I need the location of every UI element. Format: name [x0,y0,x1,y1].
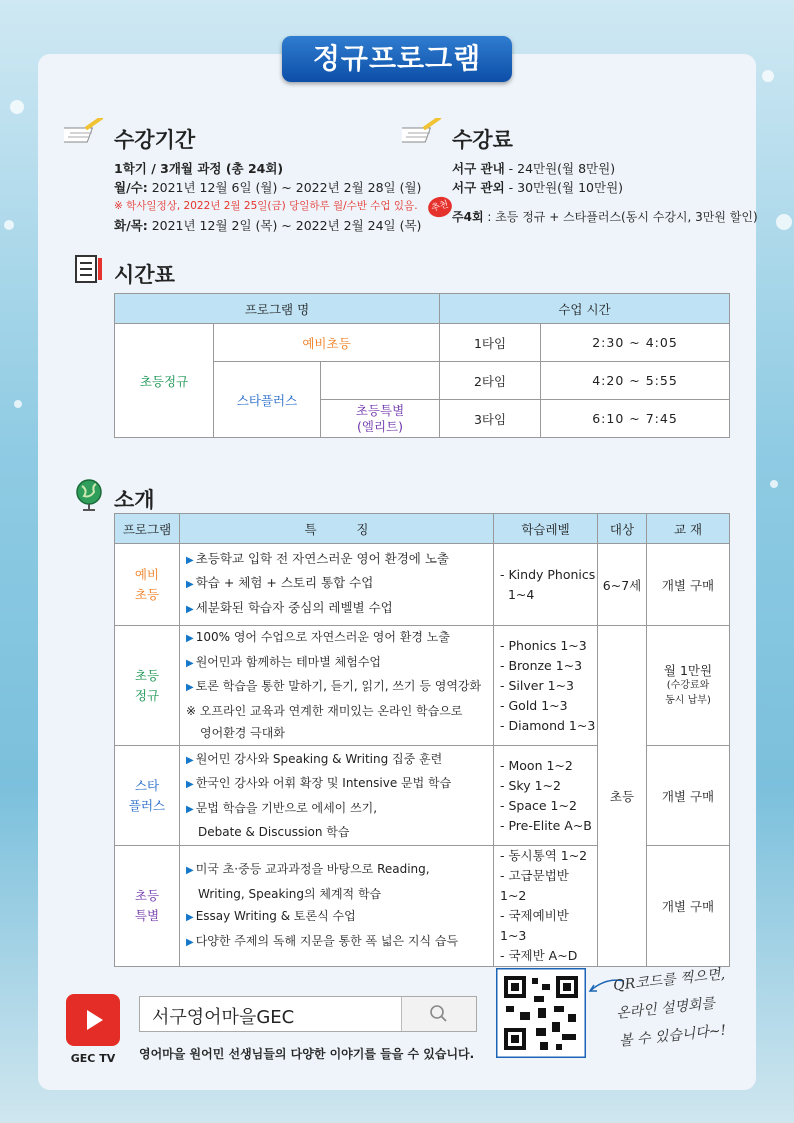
feature-item [186,797,493,822]
feature-text: Essay Writing & 토론식 수업 [195,909,356,923]
feature-text: 토론 학습을 통한 말하기, 듣기, 읽기, 쓰기 등 영역강화 [195,679,482,694]
feature-item [186,548,493,573]
intro-header-book: 교 재 [647,514,730,544]
globe-icon [74,478,104,512]
level-item: - Gold 1~3 [500,697,568,713]
level-item: - Diamond 1~3 [500,717,596,733]
feature-cont: Debate & Discussion 학습 [198,825,350,839]
feature-note: ※ 오프라인 교육과 연계한 재미있는 온라인 학습으로 [186,703,463,718]
level-item: - 고급문법반 1~2 [500,868,569,903]
level-cell [494,746,598,846]
intro-title: 소개 [114,488,155,512]
search-icon [402,997,476,1031]
feature-text: 100% 영어 수업으로 자연스러운 영어 환경 노출 [195,630,450,645]
notepad-pencil-icon [64,118,106,146]
recommend-badge: 추천 [426,194,454,220]
feature-note-cont: 영어환경 극대화 [200,726,285,741]
empty-cell [321,362,440,400]
schedule-prog-elite [321,400,440,438]
feature-item [186,572,493,597]
fee-recommend [452,208,758,227]
feature-item [186,858,493,883]
tv-label: GEC TV [70,1052,116,1065]
slot-cell: 1타임 [440,324,541,362]
feature-item [186,748,493,773]
schedule-prog-preschool: 예비초등 [214,324,440,362]
triangle-bullet-icon: ▶ [186,779,194,790]
period-title: 수강기간 [114,128,196,152]
table-row [115,544,730,626]
feature-item [186,675,493,700]
qr-code-icon[interactable] [496,968,586,1058]
prog-elite-line1: 초등특별 [355,402,405,418]
snow-dot [14,400,22,408]
notepad-pencil-icon [402,118,444,146]
monwed-line [114,178,422,197]
level-cell [494,544,598,626]
feature-text: 원어민 강사와 Speaking & Writing 집중 훈련 [195,751,443,766]
program-name-line: 초등 [134,888,160,903]
fee-out-value: - 30만원(월 10만원) [504,180,624,195]
snow-dot [770,480,778,488]
qr-note [612,960,732,1055]
feature-text: 세분화된 학습자 중심의 레벨별 수업 [195,599,393,615]
time-cell: 4:20 ~ 5:55 [541,362,730,400]
level-item: - 국제예비반 1~3 [500,908,569,943]
level-item: 1~4 [500,586,535,602]
schedule-header-program: 프로그램 명 [115,294,440,324]
feature-cell [180,846,494,967]
page-title: 정규프로그램 [282,36,512,82]
schedule-icon [74,254,104,284]
feature-cell [180,626,494,746]
qr-note-line: QR코드를 찍으면, [612,966,726,994]
program-name-line: 예비 [134,566,160,582]
feature-text: 학습 + 체험 + 스토리 통합 수업 [195,575,374,591]
level-item: - Silver 1~3 [500,677,574,693]
monwed-label: 월/수: [114,180,148,195]
feature-cell [180,544,494,626]
book-cell: 개별 구매 [647,846,730,967]
feature-cont: Writing, Speaking의 체계적 학습 [198,886,382,901]
schedule-prog-starplus: 스타플러스 [214,362,321,438]
program-name-line: 초등 [134,667,160,683]
triangle-bullet-icon: ▶ [186,865,194,876]
slot-cell: 2타임 [440,362,541,400]
level-item: - Space 1~2 [500,797,577,813]
triangle-bullet-icon: ▶ [186,579,194,591]
level-item: - Sky 1~2 [500,777,561,793]
book-price: 월 1만원 [663,663,713,678]
program-name [115,846,180,967]
feature-text: 원어민과 함께하는 테마별 체험수업 [195,654,382,669]
schedule-header-time: 수업 시간 [440,294,730,324]
program-name-line: 정규 [134,687,160,703]
qr-note-line: 온라인 설명회를 [615,995,716,1022]
level-item: - Moon 1~2 [500,757,573,773]
prog-elite-line2: (엘리트) [357,418,403,434]
level-item: - 동시통역 1~2 [500,848,588,863]
program-name [115,544,180,626]
triangle-bullet-icon: ▶ [186,554,194,566]
book-cell [647,626,730,746]
intro-table [114,513,730,967]
tuethu-label: 화/목: [114,218,148,233]
level-item: - Pre-Elite A~B [500,817,592,833]
search-text: 서구영어마을GEC [152,1007,295,1028]
search-box[interactable] [139,996,477,1032]
monwed-dates: 2021년 12월 6일 (월) ~ 2022년 2월 28일 (월) [147,180,422,195]
book-cell: 개별 구매 [647,544,730,626]
fee-out-label: 서구 관외 [452,180,505,195]
feature-cell [180,746,494,846]
snow-dot [4,220,14,230]
triangle-bullet-icon: ▶ [186,633,194,645]
period-block [114,159,422,235]
target-cell: 초등 [598,626,647,967]
feature-item [186,651,493,676]
intro-header-target: 대상 [598,514,647,544]
level-item: - Kindy Phonics [500,566,596,582]
triangle-bullet-icon: ▶ [186,936,194,948]
triangle-bullet-icon: ▶ [186,657,194,669]
triangle-bullet-icon: ▶ [186,803,194,815]
fee-in-value: - 24만원(월 8만원) [504,161,616,176]
triangle-bullet-icon: ▶ [186,682,194,694]
play-icon [66,994,120,1046]
intro-header-level: 학습레벨 [494,514,598,544]
feature-item [186,626,493,651]
program-name-line: 플러스 [128,797,166,813]
fee-in-label: 서구 관내 [452,161,505,176]
level-item: - Bronze 1~3 [500,657,583,673]
tuethu-line [114,216,422,235]
intro-header-program: 프로그램 [115,514,180,544]
fee-rec-value: : 초등 정규 + 스타플러스(동시 수강시, 3만원 할인) [483,210,758,224]
program-name-line: 스타 [134,777,160,793]
fee-block [452,159,758,227]
table-row [115,626,730,746]
fee-out [452,178,758,197]
target-cell: 6~7세 [598,544,647,626]
program-name [115,626,180,746]
qr-note-line: 볼 수 있습니다~! [618,1022,727,1050]
feature-item [186,597,493,622]
snow-dot [776,214,792,230]
feature-item [186,905,493,930]
triangle-bullet-icon: ▶ [186,754,194,766]
level-cell [494,626,598,746]
search-button[interactable] [401,997,476,1031]
triangle-bullet-icon: ▶ [186,603,194,615]
book-note: (수강료와 [666,680,710,691]
schedule-table [114,293,730,438]
time-cell: 2:30 ~ 4:05 [541,324,730,362]
slot-cell: 3타임 [440,400,541,438]
snow-dot [762,70,774,82]
level-item: - Phonics 1~3 [500,637,587,653]
youtube-icon[interactable] [66,994,120,1046]
course-info: 1학기 / 3개월 과정 (총 24회) [114,161,284,176]
schedule-title: 시간표 [114,263,175,287]
feature-item [186,930,493,955]
tuethu-dates: 2021년 12월 2일 (목) ~ 2022년 2월 24일 (목) [147,218,422,233]
fee-rec-label: 주4회 [452,210,484,224]
level-item: - 국제반 A~D [500,948,578,963]
fee-in [452,159,758,178]
feature-text: 초등학교 입학 전 자연스러운 영어 환경에 노출 [195,550,449,566]
snow-dot [10,100,24,114]
program-name-line: 특별 [134,908,160,923]
intro-header-feature: 특 징 [180,514,494,544]
feature-text: 한국인 강사와 어휘 확장 및 Intensive 문법 학습 [195,776,452,790]
schedule-group: 초등정규 [115,324,214,438]
feature-item [186,772,493,797]
program-name [115,746,180,846]
time-cell: 6:10 ~ 7:45 [541,400,730,438]
feature-text: 문법 학습을 기반으로 에세이 쓰기, [195,800,378,815]
schedule-note: ※ 학사일정상, 2022년 2월 25일(금) 당일하루 월/수반 수업 있음. [114,200,418,212]
program-name-line: 초등 [134,586,160,602]
feature-text: 다양한 주제의 독해 지문을 통한 폭 넓은 지식 습득 [195,933,459,948]
footer-caption: 영어마을 원어민 선생님들의 다양한 이야기를 들을 수 있습니다. [139,1047,475,1061]
book-cell: 개별 구매 [647,746,730,846]
fee-title: 수강료 [452,128,513,152]
feature-text: 미국 초·중등 교과과정을 바탕으로 Reading, [195,862,430,876]
book-note: 동시 납부) [665,695,711,706]
triangle-bullet-icon: ▶ [186,912,194,923]
level-cell [494,846,598,967]
